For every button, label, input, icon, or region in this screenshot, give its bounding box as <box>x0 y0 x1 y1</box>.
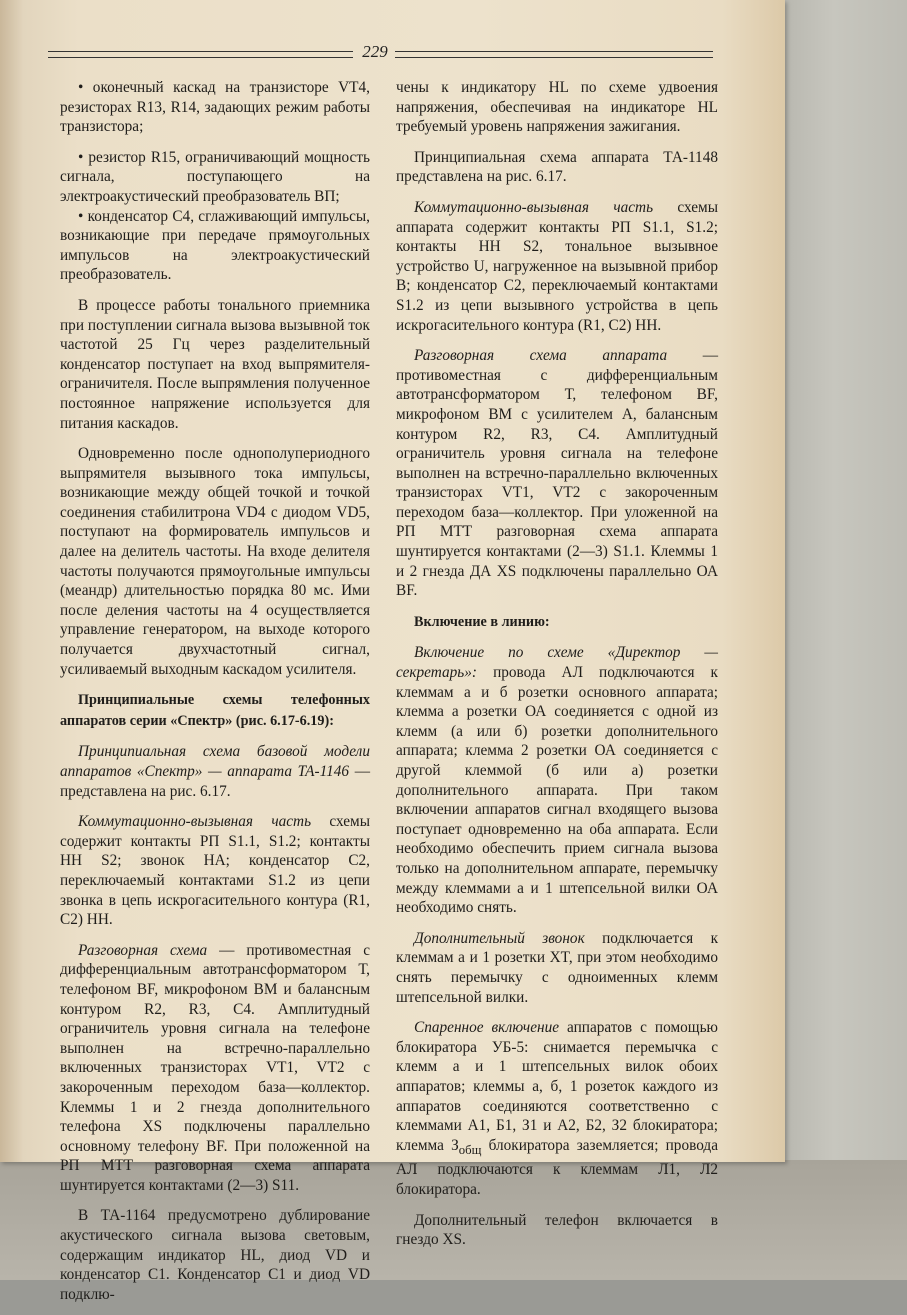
page-header <box>48 44 713 64</box>
right-column <box>396 78 718 1261</box>
paragraph <box>396 929 718 1007</box>
paragraph <box>396 346 718 601</box>
section-heading-text: Принципиальные схемы телефонных аппаратов серии «Спектр» (рис. 6.17-6.19): <box>60 692 370 729</box>
paragraph-text: схемы аппарата содержит контакты РП S1.1, S1.2; контакты НН S2, тональное вызывное устройство U, нагруженное на вызывной прибор В; конденсатор С2, переключаемый контактами S1.2 из цепи вызывного устройства в цепь искрогасительного контура (R1, C2) НН. <box>396 198 718 334</box>
italic-term: Разговорная схема <box>78 941 208 959</box>
paragraph: Одновременно после однополупериодного выпрямителя вызывного тока импульсы, возникающие между общей точкой и точкой соединения стабилитрона VD4 с диодом VD5, поступают на формирователь импульсов и далее на делитель частоты. На входе делителя частоты получаются прямоугольные импульсы (меандр) длительностью порядка 80 мс. Ими после деления частоты на 4 осуществляется управление генератором, на выходе которого получается двухчастотный сигнал, усиливаемый выходным каскадом усилителя. <box>60 445 370 678</box>
italic-term: Коммутационно-вызывная часть <box>78 813 312 831</box>
paragraph-text: — представлена на рис. 6.17. <box>60 763 370 800</box>
bullet-item: • оконечный каскад на транзисторе VT4, резисторах R13, R14, задающих режим работы транзистора; <box>60 79 370 136</box>
paragraph <box>396 198 718 335</box>
italic-term: Принципиальная схема базовой модели аппаратов «Спектр» — аппарата ТА-1146 <box>60 743 370 780</box>
paragraph-text: блокиратора заземляется; провода АЛ подключаются к клеммам Л1, Л2 блокиратора. <box>396 1136 718 1198</box>
section-heading-text: Включение в линию: <box>414 613 550 630</box>
italic-term: Коммутационно-вызывная часть <box>414 198 654 216</box>
paragraph-text: подключается к клеммам а и 1 розетки XT, при этом необходимо снять перемычку с одноименных клемм штепсельной вилки. <box>396 929 718 1006</box>
paragraph: В процессе работы тонального приемника при поступлении сигнала вызова вызывной ток частотой 25 Гц через разделительный конденсатор поступает на вход выпрямителя-ограничителя. После выпрямления полученное постоянное напряжение используется для питания каскадов. <box>60 296 370 432</box>
paragraph: чены к индикатору HL по схеме удвоения напряжения, обеспечивая на индикаторе HL требуемый уровень напряжения зажигания. <box>396 79 718 136</box>
paragraph: В ТА-1164 предусмотрено дублирование акустического сигнала вызова световым, содержащим индикатор HL, диод VD и конденсатор С1. Конденсатор С1 и диод VD подклю- <box>60 1207 370 1303</box>
italic-term: Спаренное включение <box>414 1019 560 1037</box>
section-heading <box>396 612 718 633</box>
header-rule-right <box>395 51 713 58</box>
scanner-background-right <box>785 0 907 1280</box>
paragraph <box>60 941 370 1196</box>
bullet-item: • резистор R15, ограничивающий мощность сигнала, поступающего на электроакустический преобразователь ВП; <box>60 148 370 205</box>
paragraph: Принципиальная схема аппарата ТА-1148 представлена на рис. 6.17. <box>396 148 718 186</box>
paragraph-text: аппаратов с помощью блокиратора УБ-5: снимается перемычка с клемм а и 1 штепсельных вилок обоих аппаратов; клеммы а, б, 1 розеток каждого из аппаратов соединяются соответственно с клеммами А1, Б1, З1 и А2, Б2, З2 блокиратора; клемма З <box>396 1019 718 1154</box>
paragraph <box>60 742 370 801</box>
paragraph-text: — противоместная с дифференциальным автотрансформатором Т, телефоном BF, микрофоном ВМ и балансным контуром R2, R3, С4. Амплитудный ограничитель уровня сигнала на телефоне выполнен на встречно-параллельно включенных транзисторах VT1, VT2 с закороченным переходом база—коллектор. Клеммы 1 и 2 гнезда дополнительного телефона XS подключены параллельно основному телефону BF. При положенной на РП МТТ разговорная схема аппарата шунтируется контактами (2—3) S11. <box>60 941 370 1194</box>
bullet-item: • конденсатор С4, сглаживающий импульсы, возникающие при передаче прямоугольных импульсов на электроакустический преобразователь. <box>60 207 370 284</box>
paragraph <box>396 643 718 917</box>
italic-term: Дополнительный звонок <box>414 929 585 947</box>
italic-term: Включение по схеме «Директор — секретарь»: <box>396 644 718 682</box>
header-rule-left <box>48 51 353 58</box>
paragraph <box>60 812 370 930</box>
section-heading <box>60 690 370 731</box>
paragraph <box>396 1018 718 1199</box>
page-number: 229 <box>362 42 388 61</box>
paragraph-text: схемы содержит контакты РП S1.1, S1.2; контакты НН S2; звонок НА; конденсатор С2, переключаемый контактами S1.2 из цепи звонка в цепь искрогасительного контура (R1, C2) НН. <box>60 813 370 929</box>
paragraph-text: — противоместная с дифференциальным автотрансформатором Т, телефоном BF, микрофоном ВМ с усилителем А, балансным контуром R2, R3, С4. Амплитудный ограничитель уровня сигнала на телефоне выполнен на встречно-параллельно включенных транзисторах VT1, VT2 с закороченным переходом база—коллектор. При уложенной на РП МТТ разговорная схема аппарата шунтируется контактами (2—3) S1.1. Клеммы 1 и 2 гнезда ДА XS подключены параллельно ОА BF. <box>396 347 719 600</box>
italic-term: Разговорная схема аппарата <box>414 347 668 365</box>
paragraph-text: провода АЛ подключаются к клеммам а и б розетки основного аппарата; клемма а розетки ОА соединяется с одной из клемм (а или б) розетки дополнительного аппарата; клемма 2 розетки ОА соединяется с другой клеммой (б или а) розетки дополнительного аппарата. При таком включении аппаратов сигнал входящего вызова поступает одновременно на оба аппарата. Если необходимо обеспечить прием сигнала вызова только на дополнительном аппарате, перемычку между клеммами а и 1 штепсельной вилки ОА необходимо снять. <box>396 664 718 917</box>
subscript: общ <box>458 1142 482 1157</box>
paragraph: Дополнительный телефон включается в гнездо XS. <box>396 1211 718 1249</box>
left-column <box>60 78 370 1315</box>
